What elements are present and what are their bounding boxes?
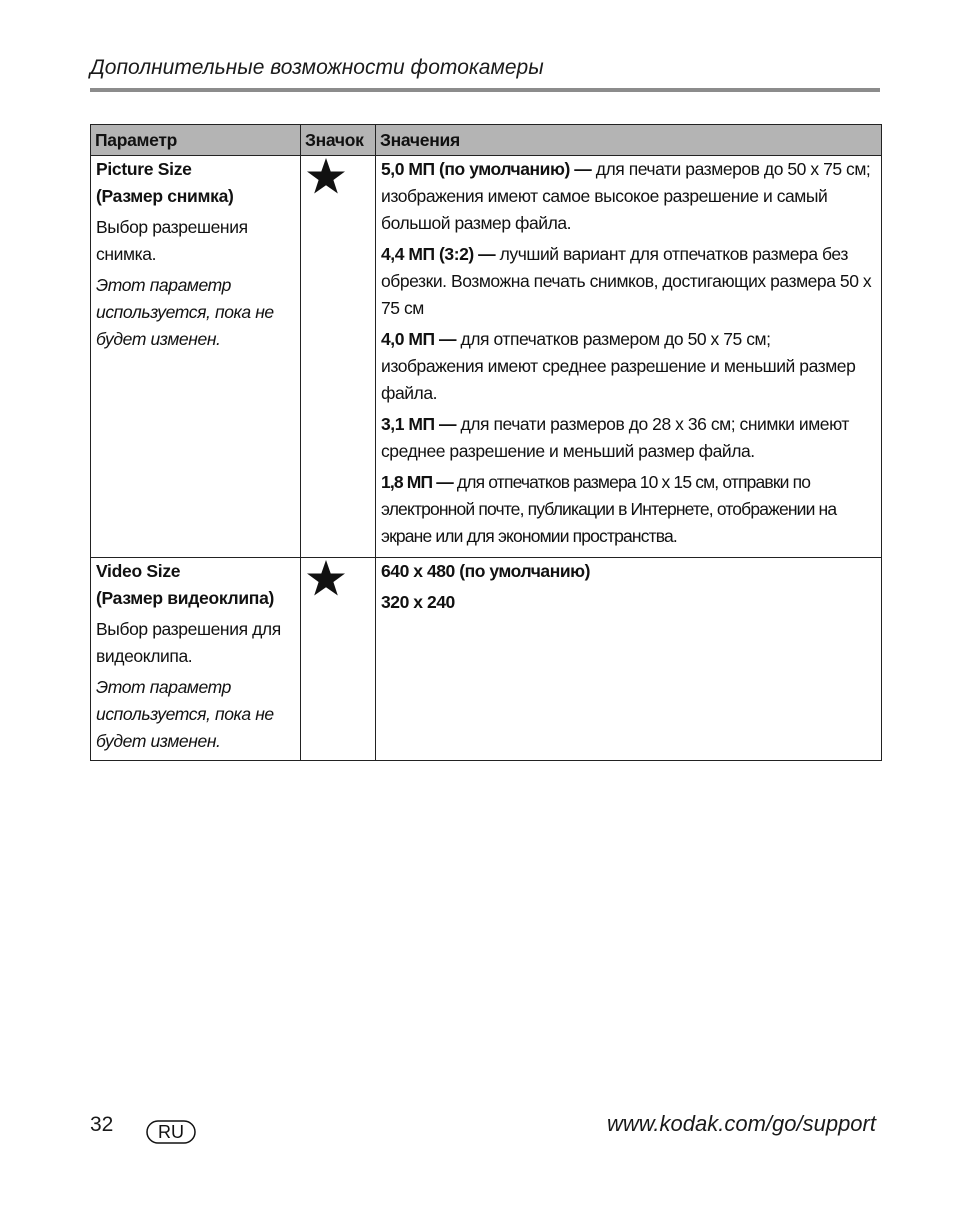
value-label: 5,0 МП (по умолчанию) — (381, 159, 592, 179)
parameter-name-translation: (Размер снимка) (96, 186, 234, 206)
value-item (381, 558, 876, 585)
parameter-note: Этот параметр используется, пока не будет изменен. (96, 275, 274, 349)
parameter-cell (91, 558, 301, 761)
value-text: лучший вариант для отпечатков размера без обрезки. Возможна печать снимков, достигающих размера 50 x 75 см (381, 244, 872, 318)
parameter-note: Этот параметр используется, пока не будет изменен. (96, 677, 274, 751)
star-icon (306, 156, 346, 196)
table-row-video-size (91, 558, 882, 761)
parameter-description: Выбор разрешения для видеоклипа. (96, 619, 281, 666)
value-item (381, 156, 876, 237)
support-url: www.kodak.com/go/support (606, 1111, 876, 1136)
column-header-parameter: Параметр (91, 125, 301, 156)
parameter-name-translation: (Размер видеоклипа) (96, 588, 275, 608)
parameter-name: Picture Size (96, 159, 192, 179)
value-label: 3,1 МП — (381, 414, 457, 434)
parameter-name: Video Size (96, 561, 181, 581)
parameter-cell (91, 156, 301, 558)
parameter-description: Выбор разрешения снимка. (96, 217, 248, 264)
language-badge (146, 1120, 196, 1144)
value-item (381, 241, 876, 322)
value-text: для отпечатков размером до 50 x 75 см; изображения имеют среднее разрешение и меньший размер файла. (381, 329, 856, 403)
star-icon (306, 558, 346, 598)
column-header-icon: Значок (301, 125, 376, 156)
language-badge-label: RU (158, 1122, 184, 1142)
values-cell (376, 156, 882, 558)
value-label: 4,4 МП (3:2) — (381, 244, 496, 264)
table-header-row (91, 125, 882, 156)
header-divider (90, 88, 880, 92)
value-label: 320 x 240 (381, 592, 455, 612)
page-number: 32 (90, 1113, 114, 1136)
table-row-picture-size (91, 156, 882, 558)
value-label: 640 x 480 (по умолчанию) (381, 561, 591, 581)
icon-cell (301, 558, 376, 761)
value-text: для отпечатков размера 10 x 15 см, отправки по электронной почте, публикации в Интернете, отображении на экране или для экономии пространства. (381, 472, 837, 546)
column-header-values: Значения (376, 125, 882, 156)
values-cell (376, 558, 882, 761)
value-item (381, 469, 876, 550)
value-item (381, 326, 876, 407)
value-item (381, 589, 876, 616)
value-item (381, 411, 876, 465)
value-label: 4,0 МП — (381, 329, 457, 349)
value-text: для печати размеров до 28 x 36 см; снимки имеют среднее разрешение и меньший размер файла. (381, 414, 849, 461)
icon-cell (301, 156, 376, 558)
page-section-title: Дополнительные возможности фотокамеры (90, 56, 544, 79)
parameters-table (90, 124, 882, 761)
value-label: 1,8 МП — (381, 472, 453, 492)
value-text: для печати размеров до 50 x 75 см; изображения имеют самое высокое разрешение и самый большой размер файла. (381, 159, 871, 233)
